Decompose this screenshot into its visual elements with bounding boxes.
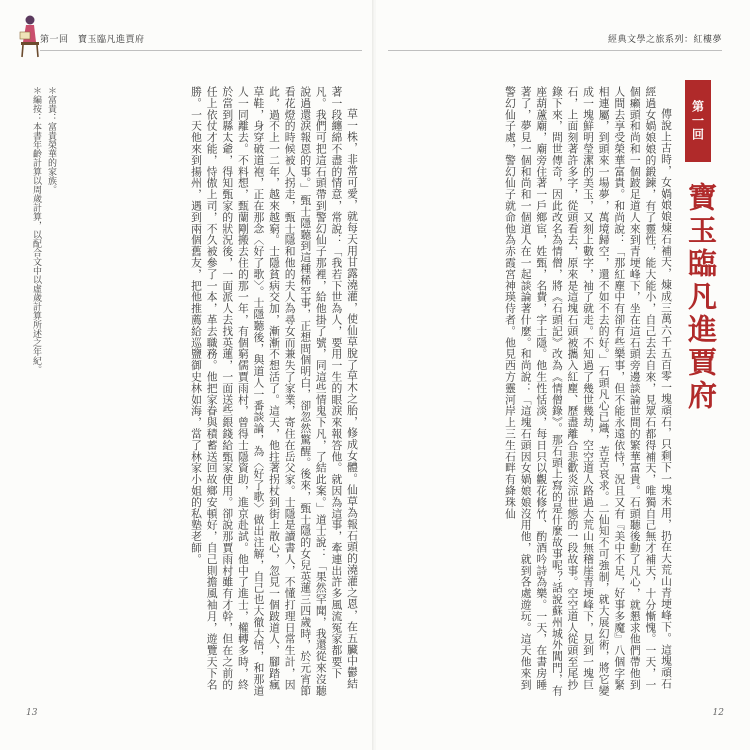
left-header-rule bbox=[40, 50, 362, 51]
chapter-number-tag: 第一回 bbox=[685, 80, 711, 162]
reading-girl-icon bbox=[12, 14, 42, 58]
footnote: ＊編按：本書年齡計算以周歲計算，以配合文中以虛歲計算所述之年紀。 bbox=[31, 86, 41, 374]
right-page-number: 12 bbox=[712, 708, 724, 718]
chapter-title: 寶玉臨凡進賈府 bbox=[684, 182, 718, 413]
left-page bbox=[0, 0, 374, 750]
left-body-text bbox=[62, 86, 360, 698]
right-header-rule bbox=[388, 50, 722, 51]
left-running-header: 第一回 寶玉臨凡進賈府 bbox=[40, 35, 145, 45]
footnote: ＊富貴：富貴榮華的家族。 bbox=[46, 86, 56, 194]
left-page-number: 13 bbox=[26, 708, 38, 718]
left-body-paragraph: 草一株，非常可愛，就每天用甘露澆灌，使仙草脫了草木之胎，修成女體。仙草為報石頭的澆灌之恩，在五臟中鬱結著一段纏綿不盡的情意，常說：「我若下世為人，要用一生的眼淚來報答他。就因為這事，牽連出許多風流冤家都要下凡。我們可把這石頭帶到警幻仙子那裡，給他掛了號，同這些情鬼下凡，了結此案。」道士說：「果然罕聞，我還從來沒聽說過還淚報恩的事。」甄士隱聽到這種稀罕事，正想問個明白，卻忽然驚醒。後來，甄士隱的女兒英蓮三四歲時，於元宵節看花燈的時候被人拐走，甄士隱和他的夫人為尋女而兼失了家業，寄住在岳父家。士隱是讀書人，不懂打理日常生計，因此，過不上一二年，越來越窮。士隱貧病交加，漸漸不想活了。這天，他拄著拐杖到街上散心，忽見一個跛道人，腳踏瘋草鞋，身穿破道袍，正在那念〈好了歌〉。士隱聽後，與道人一番談論，為〈好了歌〉做出注解，自己也大徹大悟，和那道人一同離去。不料想，甄蘭剛搬去住的那一年，有個窮儒賈雨村，曾得士隱資助，進京赴試。他中了進士，權轉多時，終於當到縣太爺，得知甄家的狀況後，一面派人去找英蓮，一面送些銀錢給甄家使用。卻說那賈雨村雖有才幹，但在之前的任上依仗才能，恃傲上司，不久被參了一本，革去職務。他把家眷與積蓄送回故鄉安頓好，自己則擔風袖月，遊覽天下名勝。一天他來到揚州，遇到兩個舊友，把他推薦給巡鹽御史林如海，當了林家小姐的私塾老師。 bbox=[190, 86, 359, 697]
footnotes bbox=[24, 86, 58, 386]
right-running-header: 經典文學之旅系列：紅樓夢 bbox=[607, 35, 722, 45]
right-body-paragraph: 傳說上古時，女媧娘娘煉石補天，煉成三萬六千五百零一塊頑石，只剩下一塊未用，扔在大荒山青埂峰下。這塊頑石經過女媧娘娘的鍛鍊，有了靈性，能大能小，自己去去自來，見眾石都得補天，唯獨自己無才補天，十分慚愧。一天，一個癩頭和尚和一個跛足道人來到青埂峰下，坐在這石頭旁邊談論世間的繁華富貴。石頭聽後動了凡心，就懇求他們帶他到人間去享受榮華富貴。和尚說：「那紅塵中有卻有些樂事，但不能永遠依恃，況且又有『美中不足，好事多魔』八個字緊相連屬，到頭來一場夢，萬境歸空，還不如不去的好。」石頭凡心已熾，苦苦哀求。二仙知不可強制，就大展幻術，將它變成一塊鮮明瑩潔的美玉，又刻上數字，袖了就走。不知過了幾世幾劫，空空道人路過大荒山無稽崖青埂峰下，見到一塊巨石，上面刻著許多字，從頭看去，原來是這塊石頭被攜入紅塵、歷盡離合悲歡炎涼世態的一段故事。空空道人從頭至尾抄錄下來，問世傳奇，因此改名為情僧，將《石頭記》改為《情僧錄》。那石頭上寫的是什麼故事呢？話說蘇州城外閶門，有座葫蘆廟，廟旁住著一戶鄉宦，姓甄，名費，字士隱。他生性恬淡，每日只以觀花修竹、酌酒吟詩為樂。一天，在書房睡著了，夢見一個和尚和一個道人在一起談論著什麼。和尚說：「這塊石頭因女媧娘娘沒用他，就到各處遊玩。這天他來到警幻仙子處，警幻仙子就命他為赤霞宮神瑛侍者。他見西方靈河岸上三生石畔有絳珠仙 bbox=[504, 86, 673, 697]
right-body-text bbox=[392, 86, 674, 698]
